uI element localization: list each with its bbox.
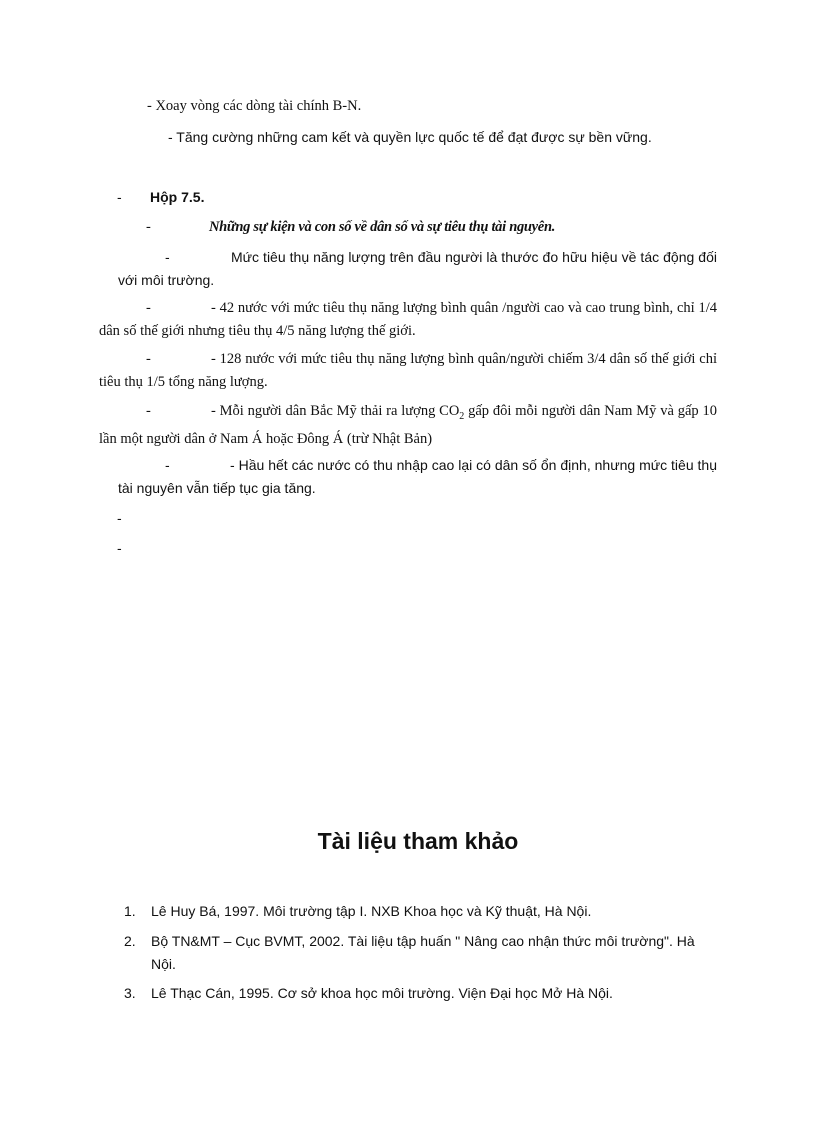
item-4-dash: -: [146, 403, 151, 419]
item-2-dash: -: [146, 300, 151, 316]
box-title: Hộp 7.5.: [150, 189, 205, 205]
reference-text: Bộ TN&MT – Cục BVMT, 2002. Tài liệu tập huấn " Nâng cao nhận thức môi trường". Hà Nội.: [151, 933, 695, 972]
box-subtitle: Những sự kiện và con số về dân số và sự tiêu thụ tài nguyên.: [209, 219, 556, 235]
co2-subscript: 2: [459, 410, 465, 422]
item-3-dash: -: [146, 351, 151, 367]
reference-text: Lê Huy Bá, 1997. Môi trường tập I. NXB Khoa học và Kỹ thuật, Hà Nội.: [151, 903, 592, 919]
item-3-text: - 128 nước với mức tiêu thụ năng lượng bình quân/người chiếm 3/4 dân số thế giới chỉ tiêu thụ 1/5 tổng năng lượng.: [99, 351, 717, 390]
item-4-text-before: - Mỗi người dân Bắc Mỹ thải ra lượng CO: [211, 403, 460, 419]
subtitle-dash: -: [146, 219, 151, 235]
references-heading: Tài liệu tham khảo: [317, 828, 519, 854]
empty-bullet-1: -: [117, 510, 122, 526]
reference-item-2: [124, 930, 720, 978]
item-2-text: - 42 nước với mức tiêu thụ năng lượng bình quân /người cao và cao trung bình, chỉ 1/4 dân số thế giới nhưng tiêu thụ 4/5 năng lượng thế giới.: [99, 300, 717, 339]
reference-text: Lê Thạc Cán, 1995. Cơ sở khoa học môi trường. Viện Đại học Mở Hà Nội.: [151, 985, 613, 1001]
bullet-line-2: - Tăng cường những cam kết và quyền lực quốc tế để đạt được sự bền vững.: [168, 129, 652, 145]
empty-bullet-2: -: [117, 540, 122, 556]
item-4-text: [99, 400, 717, 451]
box-dash: -: [117, 189, 122, 205]
reference-number: 1.: [124, 903, 136, 919]
reference-number: 3.: [124, 985, 136, 1001]
reference-item-3: [124, 982, 724, 1006]
bullet-line-1: - Xoay vòng các dòng tài chính B-N.: [147, 98, 362, 114]
item-5-text: - Hầu hết các nước có thu nhập cao lại có dân số ổn định, nhưng mức tiêu thụ tài nguyên vẫn tiếp tục gia tăng.: [118, 457, 717, 496]
item-1-text: Mức tiêu thụ năng lượng trên đầu người là thước đo hữu hiệu về tác động đối với môi trường.: [118, 249, 717, 288]
item-5-dash: -: [165, 457, 170, 473]
item-4-text-after: gấp đôi mỗi người dân Nam Mỹ và gấp 10 lần một người dân ở Nam Á hoặc Đông Á (trừ Nhật Bản): [99, 403, 717, 447]
reference-item-1: [124, 900, 724, 924]
item-1-dash: -: [165, 249, 170, 265]
reference-number: 2.: [124, 933, 136, 949]
